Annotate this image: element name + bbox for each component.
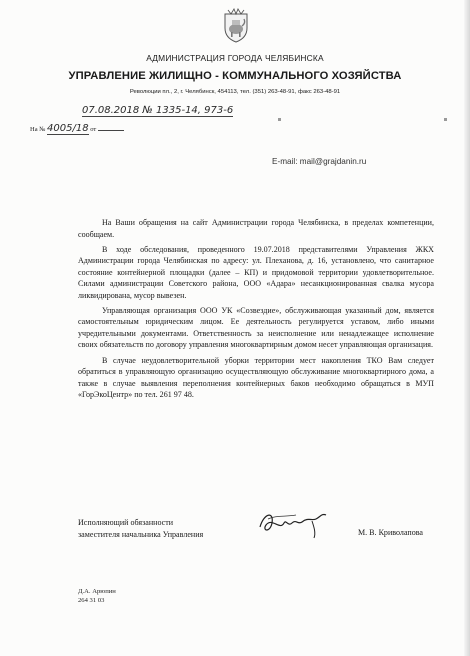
city-coat-of-arms-icon [222,8,250,44]
signatory-position [78,517,203,541]
outgoing-date-number: 07.08.2018 № 1335-14, 973-6 [82,105,234,116]
body-paragraph: Управляющая организация ООО УК «Созвездие», обслуживающая указанный дом, является самостоятельным юридическим лицом. Ее деятельность регулируется уставом, либо иными учредительными документами. Ответственность за неисполнение или ненадлежащее исполнение своих обязательств по договору управления многоквартирным домом несет управляющая организация. [78,305,434,350]
executor-phone: 264 31 03 [78,597,105,604]
position-line: заместителя начальника Управления [78,530,204,539]
handwritten-signature-icon [256,505,334,541]
position-line: Исполняющий обязанности [78,518,174,527]
body-paragraph: В ходе обследования, проведенного 19.07.2018 представителями Управления ЖКХ Администрации города Челябинская по адресу: ул. Плеханова, д. 16, установлено, что санитарное состояние контейнерной площадки (далее – КП) и придомовой территории удовлетворительное. Силами администрации Советского района, ООО «Адара» несанкционированная свалка мусора ликвидирована, мусор вывезен. [78,244,434,300]
reply-reference [30,123,124,135]
reply-prefix: На № [30,126,46,133]
scan-edge-shadow [464,0,470,656]
reply-number: 4005/18 [47,123,89,134]
reply-date-blank [98,130,124,131]
outgoing-registration [82,105,233,117]
executor-name: Д.А. Арюпин [78,588,116,595]
department-address: Революции пл., 2, г. Челябинск, 454113, тел. (351) 263-48-91, факс 263-48-91 [129,89,341,95]
recipient-email: E-mail: mail@grajdanin.ru [272,157,367,166]
body-paragraph: В случае неудовлетворительной уборки территории мест накопления ТКО Вам следует обратиться в управляющую организацию осуществляющую обслуживание многоквартирного дома, а также в случае выявления переполнения контейнерных баков необходимо обращаться в МУП «ГорЭкоЦентр» по тел. 261 97 48. [78,355,434,400]
department-name: УПРАВЛЕНИЕ ЖИЛИЩНО - КОММУНАЛЬНОГО ХОЗЯЙСТВА [68,70,402,82]
administration-name: АДМИНИСТРАЦИЯ ГОРОДА ЧЕЛЯБИНСКА [146,53,324,63]
letter-body [78,217,434,404]
signatory-name: М. В. Криволапова [358,528,424,537]
executor-info [78,587,116,605]
body-paragraph: На Ваши обращения на сайт Администрации города Челябинска, в пределах компетенции, сообщаем. [78,218,434,239]
scan-artifact [444,118,447,121]
scan-artifact [278,118,281,121]
reply-from: от [90,126,97,133]
